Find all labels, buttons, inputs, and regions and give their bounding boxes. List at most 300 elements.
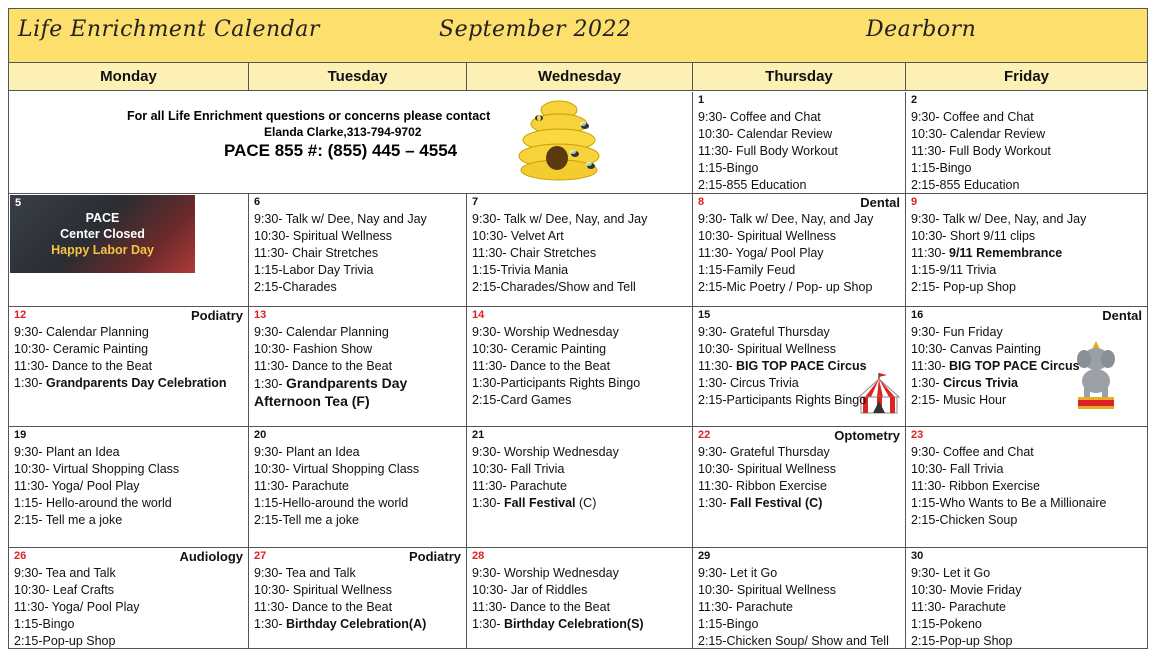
activity-text: 2:15-Charades/Show and Tell — [472, 280, 636, 294]
activity-item — [698, 616, 902, 633]
activity-text: 1:30-Participants Rights Bingo — [472, 376, 641, 390]
activity-item — [698, 228, 902, 245]
activity-text: 2:15- Pop-up Shop — [911, 280, 1016, 294]
activity-text: 2:15-Charades — [254, 280, 337, 294]
activity-text: 11:30- Yoga/ Pool Play — [14, 600, 140, 614]
date-number: 14 — [472, 309, 485, 321]
activity-item — [698, 245, 902, 262]
activity-item — [472, 461, 689, 478]
activity-item — [254, 262, 463, 279]
activity-item — [254, 599, 463, 616]
activity-text: 10:30- Velvet Art — [472, 229, 564, 243]
activity-text: 9:30- Talk w/ Dee, Nay, and Jay — [698, 212, 874, 226]
activity-list — [14, 565, 245, 650]
activity-list — [698, 324, 902, 409]
activity-text: 1:15-Who Wants to Be a Millionaire — [911, 496, 1107, 510]
activity-item — [254, 478, 463, 495]
activity-text: 11:30- Full Body Workout — [911, 144, 1051, 158]
activity-item — [472, 375, 689, 392]
activity-text: 9:30- Fun Friday — [911, 325, 1003, 339]
activity-text: 1:15-Bingo — [911, 161, 972, 175]
appointment-tag: Dental — [1102, 308, 1142, 323]
activity-text: 11:30- Yoga/ Pool Play — [14, 479, 140, 493]
activity-text: 2:15-Participants Rights Bingo — [698, 393, 867, 407]
activity-item — [254, 444, 463, 461]
day-cell — [249, 548, 467, 648]
day-cell-labor-day — [9, 194, 249, 307]
activity-text: 11:30- Parachute — [911, 600, 1006, 614]
activity-text: 1:15- Hello-around the world — [14, 496, 172, 510]
activity-text: 11:30- Dance to the Beat — [254, 600, 393, 614]
activity-item — [254, 461, 463, 478]
activity-item — [698, 582, 902, 599]
date-number: 7 — [472, 196, 479, 208]
activity-item — [911, 324, 1144, 341]
activity-text: 2:15-855 Education — [911, 178, 1020, 192]
labor-day-banner — [10, 195, 195, 273]
activity-item — [14, 565, 245, 582]
day-cell — [249, 307, 467, 427]
day-cell — [467, 427, 693, 548]
appointment-tag: Podiatry — [408, 549, 461, 564]
date-number: 8 — [698, 196, 705, 208]
activity-item — [698, 392, 902, 409]
date-number: 23 — [911, 429, 924, 441]
day-cell — [693, 427, 906, 548]
activity-item — [698, 279, 902, 296]
activity-text: 11:30- — [911, 359, 949, 373]
activity-item — [14, 478, 245, 495]
activity-text: 9:30- Coffee and Chat — [698, 110, 821, 124]
dayhead-monday: Monday — [9, 63, 249, 91]
activity-item — [14, 324, 245, 341]
activity-item — [911, 160, 1144, 177]
activity-text: 10:30- Calendar Review — [911, 127, 1046, 141]
activity-item — [254, 375, 463, 392]
activity-text: 2:15-Card Games — [472, 393, 572, 407]
activity-item — [698, 358, 902, 375]
activity-text: 1:15-Family Feud — [698, 263, 796, 277]
activity-text: 10:30- Leaf Crafts — [14, 583, 115, 597]
activity-text: 9:30- Talk w/ Dee, Nay, and Jay — [472, 212, 648, 226]
activity-item — [472, 495, 689, 512]
date-number: 22 — [698, 429, 711, 441]
activity-item — [472, 341, 689, 358]
beehive-icon — [509, 96, 609, 182]
activity-list — [14, 444, 245, 529]
activity-text: 10:30- Virtual Shopping Class — [14, 462, 180, 476]
activity-item — [254, 245, 463, 262]
dayhead-thursday: Thursday — [693, 63, 906, 91]
day-cell — [467, 194, 693, 307]
date-number: 20 — [254, 429, 267, 441]
activity-text: 2:15- Music Hour — [911, 393, 1007, 407]
activity-list — [698, 444, 902, 512]
activity-text: 11:30- — [911, 246, 949, 260]
activity-text: 9:30- Talk w/ Dee, Nay and Jay — [254, 212, 427, 226]
activity-text: 9:30- Worship Wednesday — [472, 325, 619, 339]
activity-list — [911, 324, 1144, 409]
activity-text: 11:30- Parachute — [698, 600, 793, 614]
pace-phone: PACE 855 #: (855) 445 – 4554 — [224, 141, 458, 160]
activity-text: 9:30- Tea and Talk — [254, 566, 356, 580]
activity-text: 9:30- Coffee and Chat — [911, 445, 1034, 459]
location-title: Dearborn — [866, 17, 977, 42]
activity-highlight: BIG TOP PACE Circus — [736, 359, 867, 373]
activity-item — [14, 512, 245, 529]
activity-text: 9:30- Calendar Planning — [254, 325, 389, 339]
activity-item — [14, 341, 245, 358]
activity-item — [911, 633, 1144, 650]
activity-item — [698, 177, 902, 194]
activity-text: 2:15- Tell me a joke — [14, 513, 123, 527]
activity-text: 10:30- Spiritual Wellness — [698, 583, 837, 597]
day-cell — [906, 307, 1147, 427]
calendar-title-bar — [9, 9, 1147, 63]
labor-day-line: PACE — [85, 211, 120, 225]
activity-item — [472, 565, 689, 582]
activity-text: 1:15-Bingo — [14, 617, 75, 631]
activity-text: 1:30- — [254, 617, 286, 631]
activity-list — [14, 324, 245, 392]
appointment-tag: Dental — [860, 195, 900, 210]
activity-item — [911, 211, 1144, 228]
activity-text: 10:30- Spiritual Wellness — [698, 462, 837, 476]
activity-list — [254, 324, 463, 411]
activity-item — [698, 324, 902, 341]
activity-text: 2:15-Pop-up Shop — [911, 634, 1013, 648]
activity-item — [911, 495, 1144, 512]
activity-text: 9:30- Grateful Thursday — [698, 445, 830, 459]
activity-item — [911, 565, 1144, 582]
activity-item — [698, 495, 902, 512]
activity-item — [698, 341, 902, 358]
activity-item — [472, 211, 689, 228]
activity-highlight: Birthday Celebration(A) — [285, 617, 427, 631]
activity-item — [698, 599, 902, 616]
activity-item — [254, 495, 463, 512]
activity-item — [254, 616, 463, 633]
activity-item — [698, 633, 902, 650]
appointment-tag: Audiology — [179, 549, 243, 564]
activity-highlight: BIG TOP PACE Circus — [949, 359, 1080, 373]
date-number: 21 — [472, 429, 485, 441]
activity-item — [698, 565, 902, 582]
activity-text: 11:30- Yoga/ Pool Play — [698, 246, 824, 260]
activity-list — [254, 211, 463, 296]
activity-text: 9:30- Let it Go — [911, 566, 991, 580]
activity-item — [698, 109, 902, 126]
activity-list — [911, 444, 1144, 529]
activity-text: 10:30- Fall Trivia — [472, 462, 565, 476]
activity-item — [698, 143, 902, 160]
activity-highlight: Grandparents Day Celebration — [45, 376, 227, 390]
activity-item — [14, 444, 245, 461]
activity-text: 1:15-Bingo — [698, 617, 759, 631]
activity-text: 9:30- Plant an Idea — [254, 445, 360, 459]
activity-text: 1:30- Circus Trivia — [698, 376, 799, 390]
activity-item — [911, 599, 1144, 616]
activity-text: 1:30- — [14, 376, 46, 390]
activity-item — [472, 245, 689, 262]
activity-list — [472, 211, 689, 296]
activity-list — [472, 444, 689, 512]
activity-item — [472, 228, 689, 245]
activity-text: 10:30- Spiritual Wellness — [254, 583, 393, 597]
activity-item — [254, 341, 463, 358]
activity-item — [698, 160, 902, 177]
activity-text: 9:30- Plant an Idea — [14, 445, 120, 459]
date-number: 15 — [698, 309, 711, 321]
activity-text: 11:30- Dance to the Beat — [254, 359, 393, 373]
activity-text: 10:30- Ceramic Painting — [472, 342, 607, 356]
activity-text: 1:15-Pokeno — [911, 617, 982, 631]
activity-list — [472, 324, 689, 409]
day-cell — [9, 548, 249, 648]
activity-text: 9:30- Worship Wednesday — [472, 566, 619, 580]
activity-item — [911, 126, 1144, 143]
activity-text: 11:30- Full Body Workout — [698, 144, 838, 158]
date-number: 13 — [254, 309, 267, 321]
activity-item — [254, 211, 463, 228]
activity-text: 2:15-855 Education — [698, 178, 807, 192]
activity-item — [254, 565, 463, 582]
activity-text: 1:15-Labor Day Trivia — [254, 263, 374, 277]
activity-text: 11:30- Parachute — [254, 479, 349, 493]
activity-item — [698, 262, 902, 279]
activity-text: 9:30- Calendar Planning — [14, 325, 149, 339]
activity-item — [911, 444, 1144, 461]
activity-highlight: Circus Trivia — [942, 376, 1019, 390]
contact-info-block — [9, 92, 693, 194]
activity-item — [911, 375, 1144, 392]
activity-text: 9:30- Grateful Thursday — [698, 325, 830, 339]
activity-item — [911, 512, 1144, 529]
month-title: September 2022 — [439, 17, 632, 42]
activity-item — [911, 177, 1144, 194]
activity-item — [472, 616, 689, 633]
activity-item — [472, 358, 689, 375]
activity-text: 1:15-Hello-around the world — [254, 496, 409, 510]
activity-list — [698, 211, 902, 296]
date-number: 9 — [911, 196, 918, 208]
activity-text: 11:30- Chair Stretches — [472, 246, 597, 260]
activity-item — [472, 324, 689, 341]
activity-item — [698, 461, 902, 478]
activity-item — [14, 582, 245, 599]
activity-text: 1:30- — [698, 496, 730, 510]
activity-text: 9:30- Worship Wednesday — [472, 445, 619, 459]
activity-item — [911, 392, 1144, 409]
activity-text: 10:30- Spiritual Wellness — [698, 229, 837, 243]
activity-text: 10:30- Jar of Riddles — [472, 583, 588, 597]
activity-item — [698, 444, 902, 461]
activity-text: 10:30- Canvas Painting — [911, 342, 1041, 356]
activity-item — [254, 358, 463, 375]
activity-item — [14, 461, 245, 478]
activity-item — [14, 616, 245, 633]
activity-list — [698, 109, 902, 194]
activity-suffix: (C) — [575, 496, 597, 510]
activity-item — [472, 599, 689, 616]
activity-text: 10:30- Spiritual Wellness — [698, 342, 837, 356]
activity-item — [14, 599, 245, 616]
date-number: 6 — [254, 196, 261, 208]
activity-text: 9:30- Talk w/ Dee, Nay, and Jay — [911, 212, 1087, 226]
day-cell — [906, 194, 1147, 307]
activity-item — [911, 279, 1144, 296]
day-cell — [693, 548, 906, 648]
date-number: 1 — [698, 94, 705, 106]
activity-text: 11:30- Dance to the Beat — [472, 600, 611, 614]
day-cell — [249, 194, 467, 307]
activity-text: 9:30- Let it Go — [698, 566, 778, 580]
activity-text: 11:30- Chair Stretches — [254, 246, 379, 260]
activity-list — [911, 211, 1144, 296]
activity-text: 10:30- Calendar Review — [698, 127, 833, 141]
activity-item — [254, 324, 463, 341]
dayhead-tuesday: Tuesday — [249, 63, 467, 91]
activity-text: 1:30- — [911, 376, 943, 390]
calendar — [8, 8, 1148, 649]
date-number: 2 — [911, 94, 918, 106]
day-cell — [906, 92, 1147, 194]
activity-text: 11:30- — [698, 359, 736, 373]
activity-list — [911, 109, 1144, 194]
activity-item — [254, 228, 463, 245]
appointment-tag: Optometry — [834, 428, 900, 443]
activity-text: 11:30- Ribbon Exercise — [911, 479, 1041, 493]
activity-item — [698, 375, 902, 392]
activity-item — [911, 461, 1144, 478]
activity-item — [472, 279, 689, 296]
date-number: 19 — [14, 429, 27, 441]
activity-text: 11:30- Dance to the Beat — [14, 359, 153, 373]
activity-text: 10:30- Ceramic Painting — [14, 342, 149, 356]
date-number: 27 — [254, 550, 267, 562]
activity-item — [14, 375, 245, 392]
dayhead-wednesday: Wednesday — [467, 63, 693, 91]
activity-item — [472, 478, 689, 495]
appointment-tag: Podiatry — [190, 308, 243, 323]
day-cell — [906, 548, 1147, 648]
activity-text: 10:30- Spiritual Wellness — [254, 229, 393, 243]
activity-item — [911, 582, 1144, 599]
activity-text: 1:15-Bingo — [698, 161, 759, 175]
day-cell — [9, 427, 249, 548]
activity-item — [472, 582, 689, 599]
date-number: 29 — [698, 550, 711, 562]
activity-text: 1:30- — [472, 617, 504, 631]
activity-item — [472, 262, 689, 279]
activity-item — [911, 228, 1144, 245]
activity-item — [911, 262, 1144, 279]
activity-text: 10:30- Virtual Shopping Class — [254, 462, 420, 476]
activity-text: 10:30- Short 9/11 clips — [911, 229, 1036, 243]
day-cell — [693, 307, 906, 427]
activity-item — [14, 358, 245, 375]
activity-text: 1:30- — [472, 496, 504, 510]
activity-item — [698, 126, 902, 143]
activity-item — [698, 478, 902, 495]
activity-text: 10:30- Movie Friday — [911, 583, 1022, 597]
activity-list — [472, 565, 689, 633]
day-cell — [693, 194, 906, 307]
contact-line: For all Life Enrichment questions or concerns please contact — [127, 109, 491, 123]
activity-highlight: 9/11 Remembrance — [949, 246, 1063, 260]
activity-item: Afternoon Tea (F) — [254, 393, 370, 409]
activity-highlight: Birthday Celebration(S) — [503, 617, 644, 631]
activity-text: 1:15-Trivia Mania — [472, 263, 569, 277]
activity-item — [911, 341, 1144, 358]
date-number: 28 — [472, 550, 485, 562]
date-number: 30 — [911, 550, 924, 562]
activity-text: 11:30- Ribbon Exercise — [698, 479, 828, 493]
activity-text: 2:15-Pop-up Shop — [14, 634, 116, 648]
activity-list — [698, 565, 902, 650]
activity-list — [911, 565, 1144, 650]
activity-text: 10:30- Fall Trivia — [911, 462, 1004, 476]
activity-text: 1:30- — [254, 377, 286, 391]
day-cell — [906, 427, 1147, 548]
activity-text: 2:15-Mic Poetry / Pop- up Shop — [698, 280, 873, 294]
day-cell — [467, 307, 693, 427]
activity-text: 11:30- Parachute — [472, 479, 567, 493]
activity-item — [911, 143, 1144, 160]
calendar-title: Life Enrichment Calendar — [18, 17, 320, 42]
date-number: 16 — [911, 309, 924, 321]
activity-text: 10:30- Fashion Show — [254, 342, 373, 356]
activity-list — [254, 444, 463, 529]
activity-item — [911, 358, 1144, 375]
activity-item — [254, 582, 463, 599]
day-cell — [9, 307, 249, 427]
activity-text: 9:30- Coffee and Chat — [911, 110, 1034, 124]
labor-day-line: Center Closed — [60, 227, 145, 241]
contact-person: Elanda Clarke,313-794-9702 — [264, 125, 422, 139]
activity-text: 2:15-Chicken Soup — [911, 513, 1018, 527]
activity-item — [911, 109, 1144, 126]
activity-text: 11:30- Dance to the Beat — [472, 359, 611, 373]
day-cell — [467, 548, 693, 648]
activity-item — [254, 512, 463, 529]
dayhead-friday: Friday — [906, 63, 1147, 91]
activity-item — [911, 616, 1144, 633]
activity-highlight: Fall Festival — [503, 496, 576, 510]
activity-text: 1:15-9/11 Trivia — [911, 263, 997, 277]
activity-text: 9:30- Tea and Talk — [14, 566, 116, 580]
activity-item — [472, 444, 689, 461]
activity-highlight: Grandparents Day — [285, 375, 408, 391]
activity-text: 2:15-Chicken Soup/ Show and Tell — [698, 634, 889, 648]
activity-item — [14, 495, 245, 512]
activity-item — [911, 478, 1144, 495]
activity-item — [472, 392, 689, 409]
activity-text: 2:15-Tell me a joke — [254, 513, 359, 527]
activity-list — [254, 565, 463, 633]
activity-highlight: Fall Festival (C) — [729, 496, 823, 510]
day-cell — [249, 427, 467, 548]
activity-item — [254, 279, 463, 296]
date-number: 12 — [14, 309, 27, 321]
day-cell — [693, 92, 906, 194]
activity-item — [911, 245, 1144, 262]
activity-item — [14, 633, 245, 650]
labor-day-line: Happy Labor Day — [51, 243, 154, 257]
date-number: 5 — [15, 197, 22, 209]
activity-item — [698, 211, 902, 228]
date-number: 26 — [14, 550, 27, 562]
